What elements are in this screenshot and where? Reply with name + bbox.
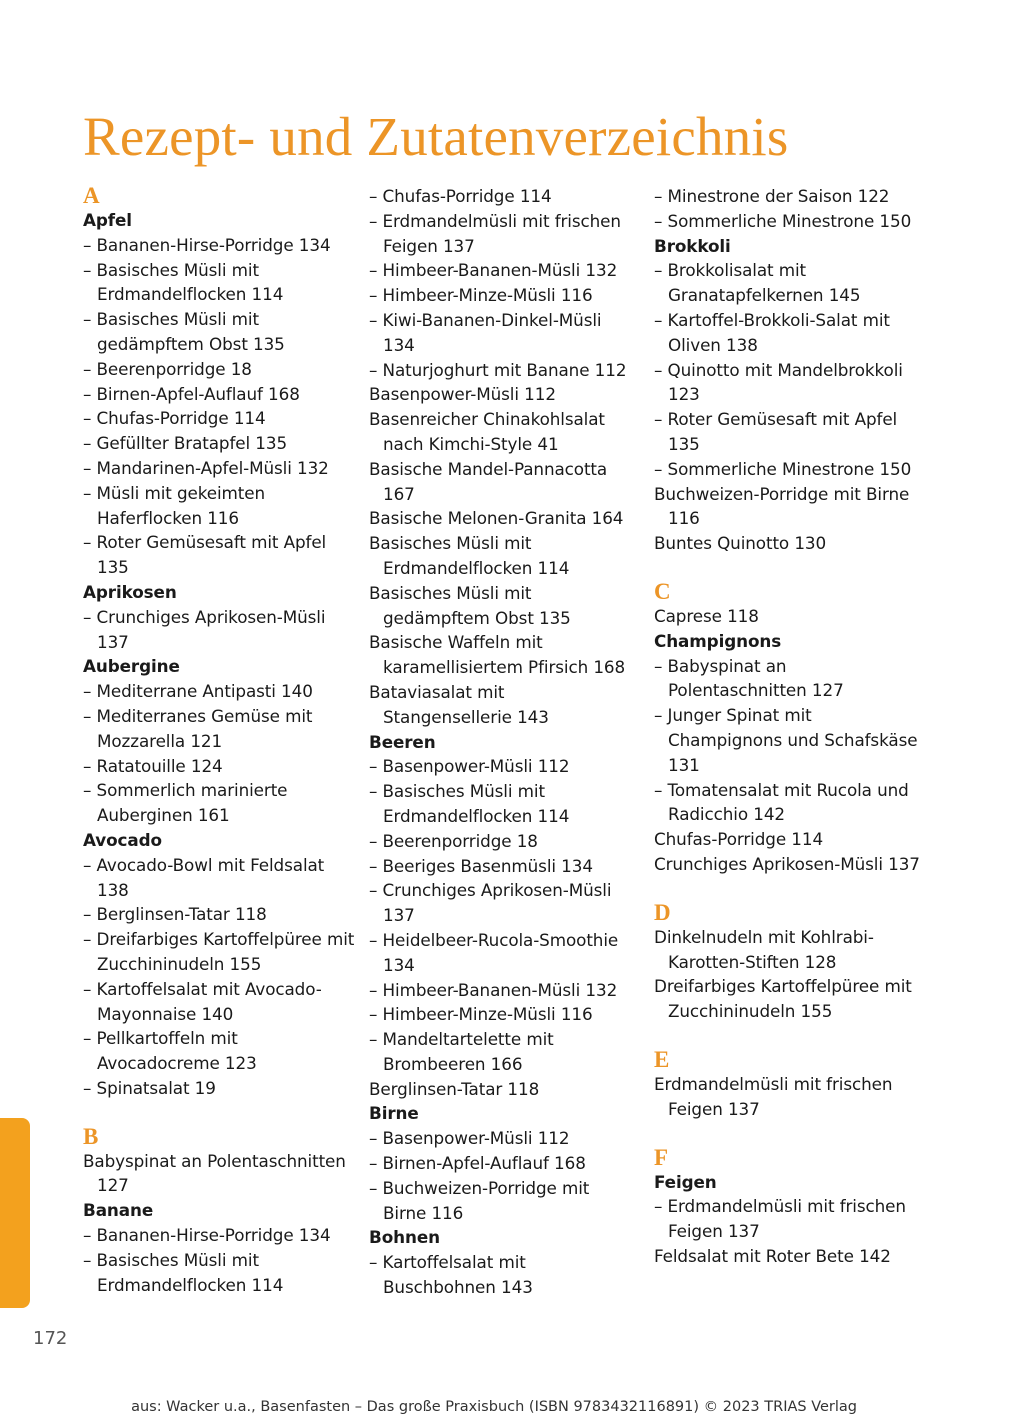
index-entry: – Sommerlich marinierte Auberginen 161 <box>83 780 288 826</box>
index-letter-heading: A <box>83 183 100 208</box>
index-entry: Berglinsen-Tatar 118 <box>369 1078 540 1099</box>
index-ingredient-heading: Brokkoli <box>654 235 731 256</box>
index-entry: – Roter Gemüsesaft mit Apfel 135 <box>654 409 898 454</box>
page-title: Rezept- und Zutatenverzeichnis <box>83 106 789 167</box>
index-entry: – Kartoffelsalat mit Avocado-Mayonnaise 140 <box>83 978 322 1024</box>
index-entry: Basische Mandel-Pannacotta 167 <box>369 458 608 504</box>
index-entry: Caprese 118 <box>654 605 759 626</box>
index-entry: – Himbeer-Bananen-Müsli 132 <box>369 979 618 1000</box>
index-column-1 <box>83 184 355 1297</box>
index-entry: Basenpower-Müsli 112 <box>369 384 556 405</box>
index-entry: – Basisches Müsli mit gedämpftem Obst 135 <box>83 309 285 354</box>
index-entry: – Ratatouille 124 <box>83 755 223 776</box>
source-footer <box>0 1399 1011 1415</box>
index-ingredient-heading: Aubergine <box>83 656 180 677</box>
index-entry: Basisches Müsli mit gedämpftem Obst 135 <box>369 582 571 628</box>
index-entry: – Mediterrane Antipasti 140 <box>83 681 313 702</box>
index-letter-heading: E <box>654 1046 670 1072</box>
index-entry: Feldsalat mit Roter Bete 142 <box>654 1245 891 1266</box>
index-letter-heading: F <box>654 1144 668 1170</box>
index-entry: – Beerenporridge 18 <box>83 358 252 379</box>
index-entry: – Mandeltartelette mit Brombeeren 166 <box>369 1029 554 1074</box>
chapter-tab-marker <box>0 1118 30 1308</box>
index-entry: – Basenpower-Müsli 112 <box>369 1128 570 1149</box>
index-entry: – Sommerliche Minestrone 150 <box>654 458 912 479</box>
index-letter-heading: D <box>654 899 671 925</box>
index-entry: – Basenpower-Müsli 112 <box>369 756 570 777</box>
index-entry: – Dreifarbiges Kartoffelpüree mit Zucchininudeln 155 <box>83 929 355 974</box>
index-entry: – Pellkartoffeln mit Avocadocreme 123 <box>83 1028 257 1074</box>
index-column-3 <box>654 184 922 1269</box>
index-entry: – Mandarinen-Apfel-Müsli 132 <box>83 457 329 478</box>
index-entry: Erdmandelmüsli mit frischen Feigen 137 <box>654 1073 893 1119</box>
index-entry: Buchweizen-Porridge mit Birne 116 <box>654 483 910 529</box>
index-entry: – Tomatensalat mit Rucola und Radicchio 142 <box>654 779 909 825</box>
index-letter-heading: C <box>654 578 671 604</box>
index-entry: Dreifarbiges Kartoffelpüree mit Zucchininudeln 155 <box>654 976 912 1022</box>
index-ingredient-heading: Banane <box>83 1200 154 1221</box>
index-ingredient-heading: Avocado <box>83 829 162 850</box>
index-entry: – Junger Spinat mit Champignons und Schafskäse 131 <box>654 705 918 775</box>
page-number: 172 <box>33 1328 68 1349</box>
index-entry: – Chufas-Porridge 114 <box>83 408 266 429</box>
index-entry: – Mediterranes Gemüse mit Mozzarella 121 <box>83 705 313 751</box>
index-entry: Basenreicher Chinakohlsalat nach Kimchi-Style 41 <box>369 409 605 454</box>
index-entry: – Sommerliche Minestrone 150 <box>654 210 912 231</box>
index-entry: – Himbeer-Minze-Müsli 116 <box>369 1004 593 1025</box>
index-letter-heading: B <box>83 1123 99 1149</box>
index-entry: – Beeriges Basenmüsli 134 <box>369 855 593 876</box>
index-entry: – Spinatsalat 19 <box>83 1077 216 1098</box>
index-entry: Bataviasalat mit Stangensellerie 143 <box>369 681 549 727</box>
index-ingredient-heading: Birne <box>369 1103 419 1124</box>
index-entry: – Berglinsen-Tatar 118 <box>83 904 267 925</box>
index-entry: – Buchweizen-Porridge mit Birne 116 <box>369 1177 590 1223</box>
index-entry: – Minestrone der Saison 122 <box>654 186 890 206</box>
index-entry: – Naturjoghurt mit Banane 112 <box>369 359 627 380</box>
index-entry: Basisches Müsli mit Erdmandelflocken 114 <box>369 533 570 578</box>
index-entry: Buntes Quinotto 130 <box>654 533 827 554</box>
index-entry: – Erdmandelmüsli mit frischen Feigen 137 <box>654 1196 906 1242</box>
index-ingredient-heading: Beeren <box>369 731 436 752</box>
index-entry: – Basisches Müsli mit Erdmandelflocken 114 <box>369 781 570 826</box>
index-entry: – Quinotto mit Mandelbrokkoli 123 <box>654 359 903 405</box>
index-entry: Chufas-Porridge 114 <box>654 829 824 850</box>
index-ingredient-heading: Bohnen <box>369 1227 440 1248</box>
index-entry: – Chufas-Porridge 114 <box>369 186 552 206</box>
index-entry: – Heidelbeer-Rucola-Smoothie 134 <box>369 929 619 975</box>
index-entry: – Basisches Müsli mit Erdmandelflocken 114 <box>83 1249 284 1295</box>
index-entry: – Himbeer-Bananen-Müsli 132 <box>369 260 618 281</box>
index-entry: – Erdmandelmüsli mit frischen Feigen 137 <box>369 210 621 256</box>
index-entry: – Beerenporridge 18 <box>369 830 538 851</box>
index-ingredient-heading: Aprikosen <box>83 581 177 602</box>
index-entry: – Crunchiges Aprikosen-Müsli 137 <box>369 880 612 926</box>
index-entry: – Basisches Müsli mit Erdmandelflocken 114 <box>83 259 284 305</box>
index-entry: Babyspinat an Polentaschnitten 127 <box>83 1150 346 1196</box>
index-entry: – Kartoffelsalat mit Buschbohnen 143 <box>369 1252 533 1298</box>
index-entry: – Roter Gemüsesaft mit Apfel 135 <box>83 532 327 578</box>
index-entry: – Gefüllter Bratapfel 135 <box>83 433 288 454</box>
index-entry: – Himbeer-Minze-Müsli 116 <box>369 285 593 306</box>
index-ingredient-heading: Apfel <box>83 210 132 230</box>
index-entry: – Babyspinat an Polentaschnitten 127 <box>654 655 844 701</box>
index-ingredient-heading: Feigen <box>654 1171 717 1192</box>
index-entry: – Bananen-Hirse-Porridge 134 <box>83 234 331 255</box>
index-entry: – Kiwi-Bananen-Dinkel-Müsli 134 <box>369 309 602 355</box>
source-footer-text: aus: Wacker u.a., Basenfasten – Das große Praxisbuch (ISBN 9783432116891) © 2023 TRIAS Verlag <box>131 1399 857 1415</box>
index-entry: Basische Melonen-Granita 164 <box>369 508 624 529</box>
index-entry: – Birnen-Apfel-Auflauf 168 <box>83 383 300 404</box>
index-entry: Dinkelnudeln mit Kohlrabi-Karotten-Stiften 128 <box>654 926 874 972</box>
index-entry: – Brokkolisalat mit Granatapfelkernen 145 <box>654 260 861 306</box>
index-entry: – Birnen-Apfel-Auflauf 168 <box>369 1153 586 1174</box>
index-entry: – Bananen-Hirse-Porridge 134 <box>83 1225 331 1246</box>
index-column-2 <box>369 184 637 1300</box>
index-ingredient-heading: Champignons <box>654 630 782 651</box>
index-entry: – Müsli mit gekeimten Haferflocken 116 <box>83 482 266 528</box>
index-entry: Crunchiges Aprikosen-Müsli 137 <box>654 853 920 874</box>
index-entry: – Avocado-Bowl mit Feldsalat 138 <box>83 854 325 900</box>
index-entry: – Kartoffel-Brokkoli-Salat mit Oliven 138 <box>654 309 890 355</box>
index-entry: Basische Waffeln mit karamellisiertem Pfirsich 168 <box>369 632 626 678</box>
index-entry: – Crunchiges Aprikosen-Müsli 137 <box>83 606 326 652</box>
